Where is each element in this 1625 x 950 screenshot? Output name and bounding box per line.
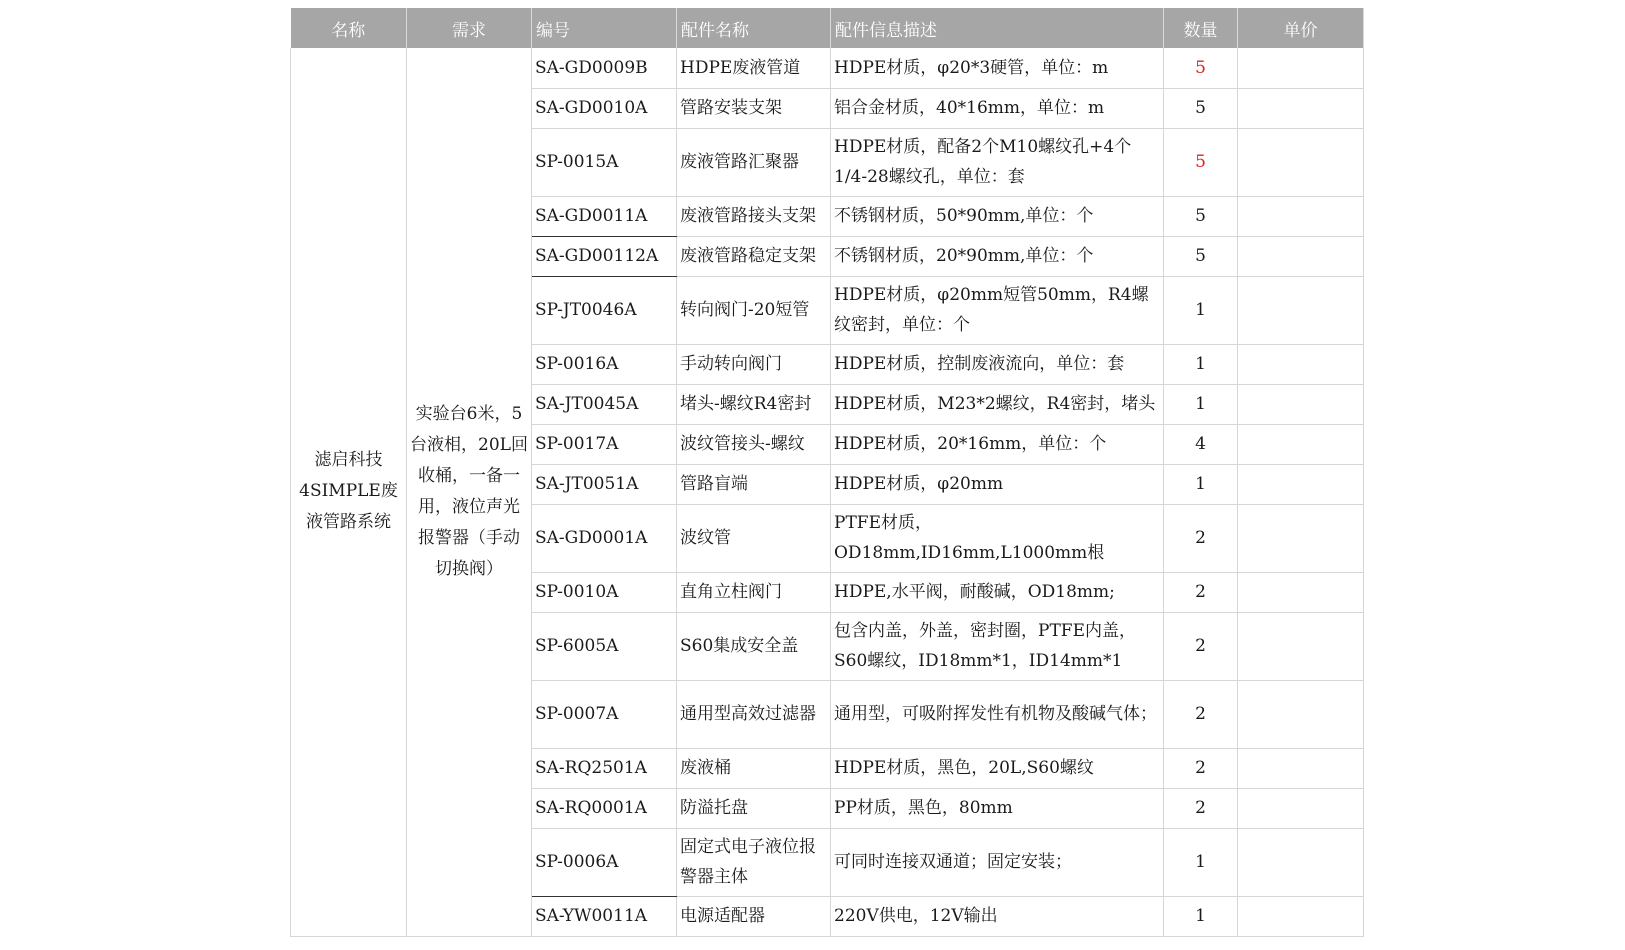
cell-unit-price[interactable] [1238,680,1364,748]
parts-table [290,8,1364,937]
cell-code[interactable]: SP-0010A [532,572,677,612]
cell-unit-price[interactable] [1238,384,1364,424]
cell-quantity[interactable]: 1 [1164,464,1238,504]
cell-code[interactable]: SP-JT0046A [532,276,677,344]
cell-code[interactable]: SA-RQ2501A [532,748,677,788]
cell-part-name[interactable]: 废液管路接头支架 [677,196,831,236]
cell-unit-price[interactable] [1238,196,1364,236]
table-body [291,48,1364,936]
cell-code[interactable]: SA-YW0011A [532,896,677,936]
cell-description[interactable]: HDPE材质，φ20mm [831,464,1164,504]
col-header-description[interactable]: 配件信息描述 [831,8,1164,48]
col-header-requirement[interactable]: 需求 [407,8,532,48]
header-row [291,8,1364,48]
cell-quantity[interactable]: 1 [1164,276,1238,344]
cell-code[interactable]: SP-0007A [532,680,677,748]
cell-unit-price[interactable] [1238,128,1364,196]
cell-code[interactable]: SA-JT0045A [532,384,677,424]
cell-description[interactable]: HDPE材质，控制废液流向，单位：套 [831,344,1164,384]
col-header-part-name[interactable]: 配件名称 [677,8,831,48]
cell-quantity[interactable]: 5 [1164,88,1238,128]
cell-quantity[interactable]: 1 [1164,344,1238,384]
cell-unit-price[interactable] [1238,504,1364,572]
cell-description[interactable]: 包含内盖，外盖，密封圈，PTFE内盖，S60螺纹，ID18mm*1，ID14mm*1 [831,612,1164,680]
cell-part-name[interactable]: 管路安装支架 [677,88,831,128]
cell-unit-price[interactable] [1238,612,1364,680]
cell-part-name[interactable]: 废液桶 [677,748,831,788]
cell-part-name[interactable]: 管路盲端 [677,464,831,504]
cell-quantity[interactable]: 2 [1164,680,1238,748]
cell-part-name[interactable]: 通用型高效过滤器 [677,680,831,748]
cell-unit-price[interactable] [1238,276,1364,344]
cell-quantity[interactable]: 2 [1164,504,1238,572]
cell-description[interactable]: PTFE材质，OD18mm,ID16mm,L1000mm根 [831,504,1164,572]
cell-quantity[interactable]: 5 [1164,48,1238,88]
cell-description[interactable]: HDPE材质，20*16mm，单位：个 [831,424,1164,464]
cell-part-name[interactable]: 转向阀门-20短管 [677,276,831,344]
cell-part-name[interactable]: S60集成安全盖 [677,612,831,680]
cell-quantity[interactable]: 4 [1164,424,1238,464]
cell-description[interactable]: HDPE,水平阀，耐酸碱，OD18mm; [831,572,1164,612]
cell-code[interactable]: SA-GD0010A [532,88,677,128]
cell-unit-price[interactable] [1238,828,1364,896]
cell-description[interactable]: 不锈钢材质，50*90mm,单位：个 [831,196,1164,236]
cell-description[interactable]: 通用型，可吸附挥发性有机物及酸碱气体； [831,680,1164,748]
cell-code[interactable]: SA-GD00112A [532,236,677,276]
cell-part-name[interactable]: 防溢托盘 [677,788,831,828]
cell-unit-price[interactable] [1238,788,1364,828]
cell-unit-price[interactable] [1238,424,1364,464]
cell-quantity[interactable]: 2 [1164,788,1238,828]
cell-part-name[interactable]: 堵头-螺纹R4密封 [677,384,831,424]
cell-unit-price[interactable] [1238,88,1364,128]
cell-description[interactable]: PP材质，黑色，80mm [831,788,1164,828]
cell-quantity[interactable]: 5 [1164,236,1238,276]
cell-unit-price[interactable] [1238,344,1364,384]
cell-unit-price[interactable] [1238,464,1364,504]
cell-quantity[interactable]: 2 [1164,612,1238,680]
cell-quantity[interactable]: 5 [1164,128,1238,196]
cell-part-name[interactable]: 波纹管 [677,504,831,572]
cell-quantity[interactable]: 1 [1164,828,1238,896]
cell-quantity[interactable]: 1 [1164,384,1238,424]
cell-description[interactable]: HDPE材质，黑色，20L,S60螺纹 [831,748,1164,788]
cell-quantity[interactable]: 5 [1164,196,1238,236]
cell-part-name[interactable]: 电源适配器 [677,896,831,936]
col-header-unit-price[interactable]: 单价 [1238,8,1364,48]
cell-description[interactable]: HDPE材质，配备2个M10螺纹孔+4个1/4-28螺纹孔，单位：套 [831,128,1164,196]
cell-unit-price[interactable] [1238,48,1364,88]
cell-code[interactable]: SP-0016A [532,344,677,384]
cell-code[interactable]: SA-GD0011A [532,196,677,236]
cell-quantity[interactable]: 1 [1164,896,1238,936]
table-row[interactable] [291,48,1364,88]
cell-code[interactable]: SA-JT0051A [532,464,677,504]
cell-code[interactable]: SA-GD0009B [532,48,677,88]
group-name-cell[interactable]: 滤启科技4SIMPLE废液管路系统 [291,48,407,936]
cell-unit-price[interactable] [1238,896,1364,936]
cell-unit-price[interactable] [1238,236,1364,276]
cell-code[interactable]: SP-0017A [532,424,677,464]
cell-description[interactable]: HDPE材质，φ20mm短管50mm，R4螺纹密封，单位：个 [831,276,1164,344]
cell-part-name[interactable]: HDPE废液管道 [677,48,831,88]
cell-unit-price[interactable] [1238,572,1364,612]
col-header-quantity[interactable]: 数量 [1164,8,1238,48]
cell-description[interactable]: 可同时连接双通道；固定安装； [831,828,1164,896]
cell-description[interactable]: HDPE材质，M23*2螺纹，R4密封，堵头 [831,384,1164,424]
col-header-name[interactable]: 名称 [291,8,407,48]
cell-code[interactable]: SA-GD0001A [532,504,677,572]
cell-part-name[interactable]: 直角立柱阀门 [677,572,831,612]
cell-part-name[interactable]: 波纹管接头-螺纹 [677,424,831,464]
cell-part-name[interactable]: 手动转向阀门 [677,344,831,384]
cell-quantity[interactable]: 2 [1164,748,1238,788]
col-header-code[interactable]: 编号 [532,8,677,48]
cell-part-name[interactable]: 固定式电子液位报警器主体 [677,828,831,896]
cell-part-name[interactable]: 废液管路汇聚器 [677,128,831,196]
cell-code[interactable]: SP-0006A [532,828,677,896]
cell-description[interactable]: 铝合金材质，40*16mm，单位：m [831,88,1164,128]
cell-unit-price[interactable] [1238,748,1364,788]
cell-description[interactable]: 不锈钢材质，20*90mm,单位：个 [831,236,1164,276]
cell-code[interactable]: SP-6005A [532,612,677,680]
cell-quantity[interactable]: 2 [1164,572,1238,612]
cell-part-name[interactable]: 废液管路稳定支架 [677,236,831,276]
group-requirement-cell[interactable]: 实验台6米，5台液相，20L回收桶，一备一用，液位声光报警器（手动切换阀） [407,48,532,936]
cell-code[interactable]: SP-0015A [532,128,677,196]
cell-code[interactable]: SA-RQ0001A [532,788,677,828]
cell-description[interactable]: HDPE材质，φ20*3硬管，单位：m [831,48,1164,88]
cell-description[interactable]: 220V供电，12V输出 [831,896,1164,936]
